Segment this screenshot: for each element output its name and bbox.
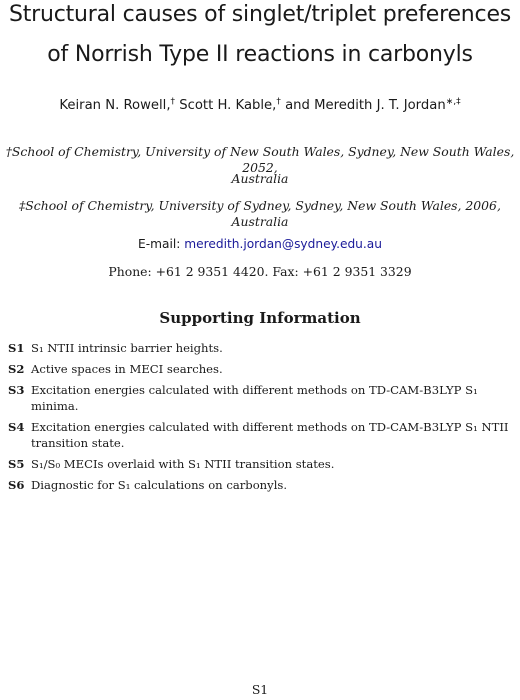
si-item-text: S₁ NTII intrinsic barrier heights. xyxy=(31,341,223,355)
si-item-id: S4 xyxy=(8,420,25,434)
author-name: Keiran N. Rowell, xyxy=(59,98,171,113)
si-item-text: Active spaces in MECI searches. xyxy=(31,362,223,376)
list-item xyxy=(8,382,513,414)
supporting-information-list xyxy=(8,340,513,498)
si-item-text: S₁/S₀ MECIs overlaid with S₁ NTII transition states. xyxy=(31,457,335,471)
supporting-information-heading: Supporting Information xyxy=(159,309,361,327)
author-name: and Meredith J. T. Jordan xyxy=(285,98,446,113)
si-item-id: S2 xyxy=(8,362,25,376)
list-item xyxy=(8,456,513,472)
author-affiliation-mark: † xyxy=(276,97,281,107)
si-item-id: S5 xyxy=(8,457,25,471)
author-name: Scott H. Kable, xyxy=(179,98,277,113)
si-item-text: Excitation energies calculated with different methods on TD-CAM-B3LYP S₁ minima. xyxy=(31,383,478,413)
author-list xyxy=(0,97,520,115)
si-item-id: S1 xyxy=(8,341,25,355)
si-item-id: S3 xyxy=(8,383,25,397)
list-item xyxy=(8,419,513,451)
author-affiliation-mark: ∗,‡ xyxy=(445,97,461,107)
email-line xyxy=(0,236,520,252)
affiliation-unsw-country: Australia xyxy=(231,171,289,186)
affiliation-usyd: ‡School of Chemistry, University of Sydney, Sydney, New South Wales, 2006, Australia xyxy=(19,198,501,229)
list-item xyxy=(8,340,513,356)
list-item xyxy=(8,361,513,377)
paper-title-line-1: Structural causes of singlet/triplet preferences xyxy=(8,2,512,27)
email-link[interactable]: meredith.jordan@sydney.edu.au xyxy=(184,237,382,251)
phone-fax-line: Phone: +61 2 9351 4420. Fax: +61 2 9351 3329 xyxy=(108,264,412,279)
si-item-text: Excitation energies calculated with different methods on TD-CAM-B3LYP S₁ NTII transition state. xyxy=(31,420,509,450)
email-label: E-mail: xyxy=(138,237,181,251)
author-affiliation-mark: † xyxy=(170,97,176,107)
list-item xyxy=(8,477,513,493)
si-item-text: Diagnostic for S₁ calculations on carbonyls. xyxy=(31,478,288,492)
page-number: S1 xyxy=(251,682,269,697)
paper-title-line-2: of Norrish Type II reactions in carbonyls xyxy=(47,42,473,67)
affiliation-unsw: †School of Chemistry, University of New South Wales, Sydney, New South Wales, 2052, xyxy=(5,144,515,175)
si-item-id: S6 xyxy=(8,478,25,492)
